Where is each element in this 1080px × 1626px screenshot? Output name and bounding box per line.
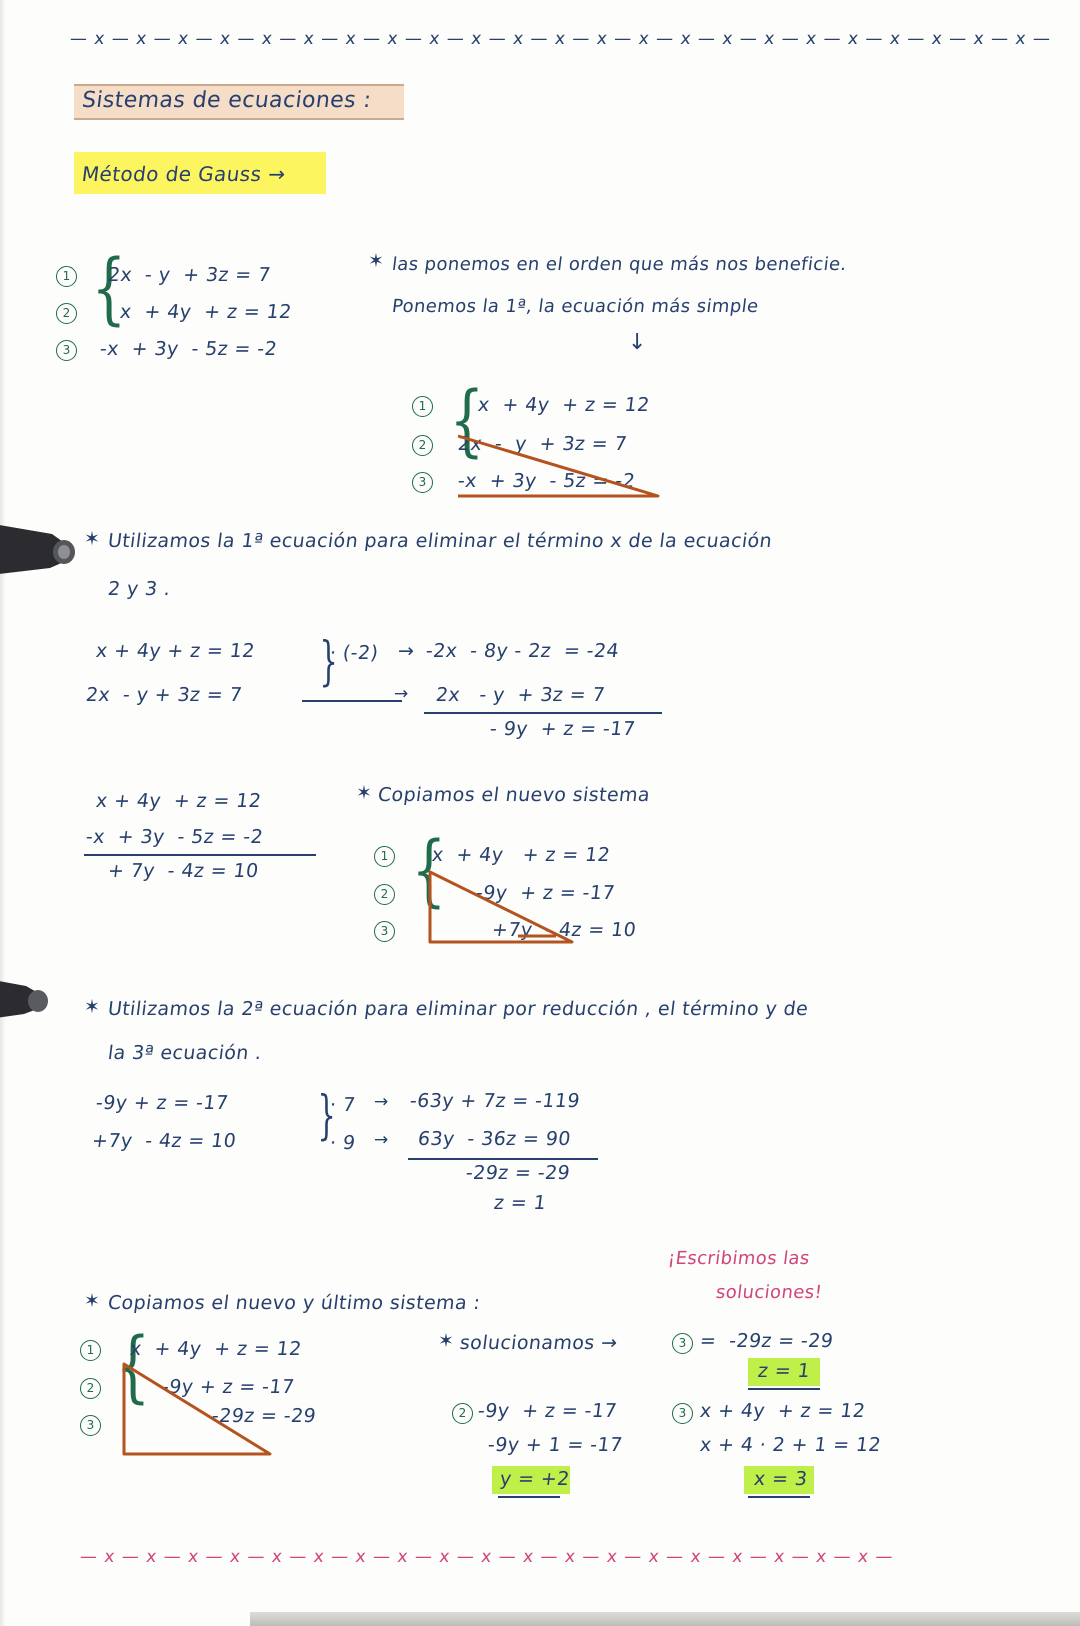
- operation3-solution: z = 1: [492, 1192, 548, 1214]
- note2-star-icon: ✶: [84, 528, 101, 550]
- page-title: Sistemas de ecuaciones :: [80, 88, 373, 113]
- solve-step3-result: z = 1: [756, 1360, 812, 1382]
- system2-gauss-triangle: [452, 430, 672, 502]
- note5-text: Copiamos el nuevo y último sistema :: [106, 1292, 482, 1314]
- exclaim-line-2: soluciones!: [714, 1282, 824, 1303]
- system3-label-2: 2: [374, 884, 395, 905]
- pen-decoration-top: [0, 518, 78, 578]
- desk-shadow: [250, 1612, 1080, 1626]
- note4-line-1: Utilizamos la 2ª ecuación para eliminar por reducción , el término y de: [106, 998, 810, 1020]
- system4-equation-3: -29z = -29: [210, 1405, 318, 1427]
- system2-label-3: 3: [412, 472, 433, 493]
- system1-brace: {: [91, 244, 127, 334]
- page-subtitle: Método de Gauss →: [80, 162, 287, 186]
- solve-step2-underline: [498, 1496, 560, 1498]
- system4-equation-1: x + 4y + z = 12: [128, 1338, 303, 1360]
- operation3-arrow-1-icon: →: [374, 1092, 389, 1112]
- operation2-sum-rule: [84, 854, 316, 856]
- operation3-left-1: -9y + z = -17: [94, 1092, 230, 1114]
- system3-equation-2: -9y + z = -17: [474, 882, 617, 904]
- operation3-result: -29z = -29: [464, 1162, 572, 1184]
- solve-step2-line-2: -9y + 1 = -17: [486, 1434, 624, 1456]
- operation1-long-arrow-line: [302, 700, 402, 702]
- system4-equation-2: -9y + z = -17: [160, 1376, 296, 1398]
- system1-equation-2: x + 4y + z = 12: [118, 301, 293, 323]
- operation1-right-2: 2x - y + 3z = 7: [434, 684, 607, 706]
- system4-gauss-triangle: [116, 1358, 296, 1470]
- operation1-brace: }: [319, 632, 338, 692]
- note1-line-1: las ponemos en el orden que más nos beneficie.: [390, 254, 848, 275]
- operation3-right-2: 63y - 36z = 90: [416, 1128, 573, 1150]
- note4-line-2: la 3ª ecuación .: [106, 1042, 264, 1064]
- system2-equation-2: 2x - y + 3z = 7: [456, 433, 629, 455]
- solve-step1-underline: [748, 1496, 810, 1498]
- system3-gauss-triangle: [422, 866, 642, 952]
- note2-line-2: 2 y 3 .: [106, 578, 172, 600]
- system3-brace: {: [411, 826, 447, 916]
- solve-step1-line-1: x + 4y + z = 12: [698, 1400, 867, 1422]
- operation1-sum-rule: [424, 712, 662, 714]
- note1-star-icon: ✶: [368, 250, 385, 272]
- system1-equation-3: -x + 3y - 5z = -2: [98, 338, 279, 360]
- note3-text: Copiamos el nuevo sistema: [376, 784, 652, 806]
- solve-step3-equation: = -29z = -29: [698, 1330, 835, 1352]
- operation1-left-1: x + 4y + z = 12: [94, 640, 257, 662]
- system4-label-2: 2: [80, 1378, 101, 1399]
- system3-equation-1: x + 4y + z = 12: [430, 844, 612, 866]
- operation1-multiplier: · (-2): [328, 642, 380, 664]
- system2-label-2: 2: [412, 435, 433, 456]
- system1-label-3: 3: [56, 340, 77, 361]
- solve-step3-label: 3: [672, 1333, 693, 1354]
- operation3-right-1: -63y + 7z = -119: [408, 1090, 582, 1112]
- operation3-sum-rule: [408, 1158, 598, 1160]
- note1-down-arrow-icon: ↓: [628, 330, 647, 355]
- page-edge: [0, 0, 6, 1626]
- operation1-arrow2-icon: →: [394, 684, 409, 704]
- note2-line-1: Utilizamos la 1ª ecuación para eliminar el término x de la ecuación: [106, 530, 774, 552]
- system4-label-3: 3: [80, 1415, 101, 1436]
- system2-label-1: 1: [412, 396, 433, 417]
- solve-heading: solucionamos →: [458, 1332, 619, 1354]
- operation1-left-2: 2x - y + 3z = 7: [84, 684, 244, 706]
- pen-decoration-bottom: [0, 972, 52, 1024]
- system2-brace: {: [449, 376, 485, 466]
- decorative-bottom-border: — x — x — x — x — x — x — x — x — x — x — x — x — x — x — x — x — x — x — x —: [78, 1547, 895, 1567]
- operation3-brace: }: [317, 1086, 336, 1146]
- note4-star-icon: ✶: [84, 996, 101, 1018]
- operation1-arrow-icon: →: [398, 640, 415, 662]
- system1-label-1: 1: [56, 266, 77, 287]
- operation3-left-2: +7y - 4z = 10: [90, 1130, 238, 1152]
- decorative-top-border: — x — x — x — x — x — x — x — x — x — x — x — x — x — x — x — x — x — x — x — x — x — x — x —: [68, 29, 1053, 49]
- solve-step2-line-1: -9y + z = -17: [476, 1400, 619, 1422]
- system3-label-1: 1: [374, 846, 395, 867]
- solve-step3-underline: [748, 1388, 820, 1390]
- solve-star-icon: ✶: [438, 1330, 455, 1352]
- note3-star-icon: ✶: [356, 782, 373, 804]
- system1-label-2: 2: [56, 303, 77, 324]
- solve-step1-label: 3: [672, 1403, 693, 1424]
- system1-equation-1: 2x - y + 3z = 7: [106, 264, 272, 286]
- system3-label-3: 3: [374, 921, 395, 942]
- solve-step1-result: x = 3: [752, 1468, 809, 1490]
- system4-brace: {: [115, 1322, 151, 1412]
- solve-step2-label: 2: [452, 1403, 473, 1424]
- operation2-left-2: -x + 3y - 5z = -2: [84, 826, 265, 848]
- note5-star-icon: ✶: [84, 1290, 101, 1312]
- operation2-left-1: x + 4y + z = 12: [94, 790, 263, 812]
- system2-equation-1: x + 4y + z = 12: [476, 394, 651, 416]
- system2-equation-3: -x + 3y - 5z = -2: [456, 470, 637, 492]
- note1-line-2: Ponemos la 1ª, la ecuación más simple: [390, 296, 760, 317]
- solve-step1-line-2: x + 4 · 2 + 1 = 12: [698, 1434, 883, 1456]
- operation3-multiplier-2: · 9: [328, 1132, 357, 1154]
- operation1-result: - 9y + z = -17: [488, 718, 637, 740]
- operation1-right-1: -2x - 8y - 2z = -24: [424, 640, 621, 662]
- solve-step2-result: y = +2: [498, 1468, 572, 1490]
- system4-label-1: 1: [80, 1340, 101, 1361]
- system3-equation-3: +7y - 4z = 10: [490, 919, 638, 941]
- operation3-multiplier-1: · 7: [328, 1094, 357, 1116]
- exclaim-line-1: ¡Escribimos las: [666, 1248, 812, 1269]
- operation3-arrow-2-icon: →: [374, 1130, 389, 1150]
- operation2-result: + 7y - 4z = 10: [106, 860, 260, 882]
